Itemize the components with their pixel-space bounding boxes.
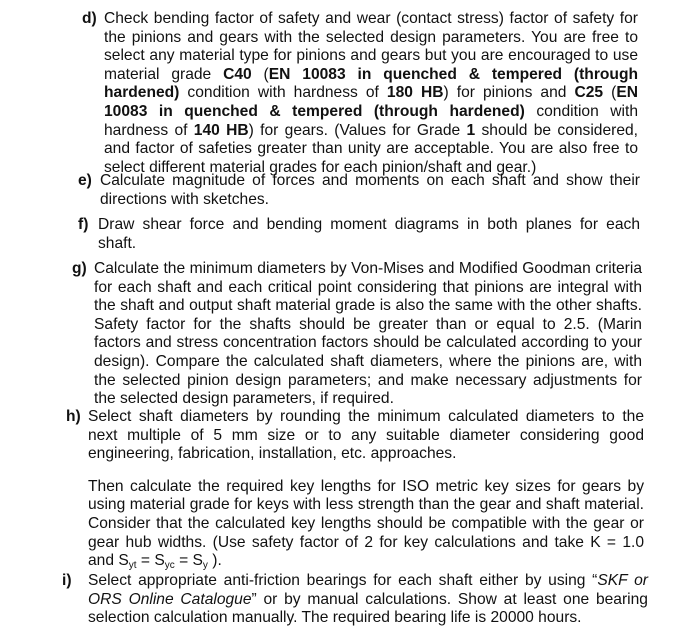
item-text: Calculate magnitude of forces and moments on each shaft and show their directions with sketches. <box>100 172 640 208</box>
item-e <box>78 172 640 209</box>
item-text: Select shaft diameters by rounding the minimum calculated diameters to the next multiple of 5 mm size or to any suitable diameter considering good engineering, fabrication, installation, etc. approaches. <box>88 408 644 463</box>
item-label: e) <box>78 172 92 189</box>
item-h <box>66 408 644 571</box>
italic-run: SKF or ORS Online Catalogue <box>88 572 648 608</box>
item-text-continued: Then calculate the required key lengths for ISO metric key sizes for gears by using material grade for keys with less strength than the gear and shaft material. Consider that the calculated key lengths should be compatible with the gear or gear hub widths. (Use safety factor of 2 for key calculations and take K = 1.0 and $S_{yt} = S_{yc} = S_y$ ). <box>88 477 644 572</box>
bold-run: EN 10083 in quenched & tempered (through hardened) <box>104 65 638 102</box>
subscript-run: yc <box>164 560 175 572</box>
item-g <box>72 260 642 409</box>
item-i <box>62 572 648 628</box>
item-label: d) <box>82 10 97 27</box>
item-text: Select appropriate anti-friction bearings for each shaft either by using “SKF or ORS Online Catalogue” or by manual calculations. Show at least one bearing selection calculation manually. The required bearing life is 20000 hours. <box>88 572 648 627</box>
subscript-run: y <box>202 560 208 572</box>
bold-run: C25 <box>574 84 604 102</box>
item-label: g) <box>72 260 87 277</box>
item-label: i) <box>62 572 72 589</box>
bold-run: 140 HB <box>193 121 249 139</box>
item-f <box>78 216 640 253</box>
item-text: Draw shear force and bending moment diagrams in both planes for each shaft. <box>98 216 640 252</box>
item-label: h) <box>66 408 81 425</box>
item-label: f) <box>78 216 89 233</box>
bold-run: EN 10083 in quenched & tempered (through hardened) <box>104 84 639 120</box>
item-text: Calculate the minimum diameters by Von-Mises and Modified Goodman criteria for each shaft and each critical point considering that pinions are integral with the shaft and output shaft material grade is also the same with the other shafts. Safety factor for the shafts should be greater than or equal to 2.5. (Marin factors and stress concentration factors should be calculated according to your design). Compare the calculated shaft diameters, where the pinions are, with the selected pinion design parameters; and make necessary adjustments for the selected design parameters, if required. <box>94 260 642 408</box>
item-text: Check bending factor of safety and wear (contact stress) factor of safety for the pinions and gears with the selected design parameters. You are free to select any material type for pinions and gears but you are encouraged to use material grade C40 (EN 10083 in quenched & tempered (through hardened) condition with hardness of 180 HB) for pinions and C25 (EN 10083 in quenched & tempered (through hardened) condition with hardness of 140 HB) for gears. (Values for Grade 1 should be considered, and factor of safeties greater than unity are acceptable. You are also free to select different material grades for each pinion/shaft and gear.) <box>104 10 639 176</box>
subscript-run: yt <box>128 560 137 572</box>
bold-run: C40 <box>223 65 252 83</box>
bold-run: 1 <box>466 121 476 139</box>
bold-run: 180 HB <box>386 84 444 102</box>
item-d <box>82 10 638 177</box>
